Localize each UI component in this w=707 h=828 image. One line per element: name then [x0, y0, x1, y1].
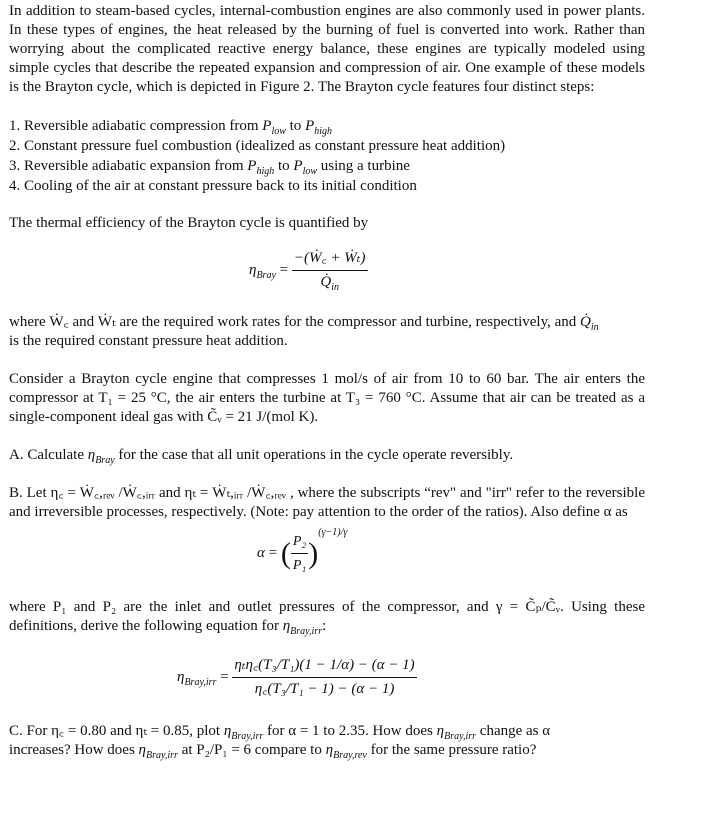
- eq2-numerator: P₂: [291, 532, 308, 554]
- step-2: 2. Constant pressure fuel combustion (idealized as constant pressure heat addition): [9, 138, 506, 154]
- step-3-text: 3. Reversible adiabatic expansion from: [9, 158, 248, 174]
- equation-brayton-efficiency: [9, 241, 645, 299]
- intro-paragraph: In addition to steam-based cycles, internal-combustion engines are also commonly used in power plants. In these types of engines, the heat released by the burning of fuel is converted into work. Rather than worrying about the complicated reactive energy balance, these engines are typically modeled using simple cycles that describe the repeated expansion and compression of air. One example of these models is the Brayton cycle, which is depicted in Figure 2. The Brayton cycle features four distinct steps:: [9, 3, 645, 95]
- where2-eta: η: [282, 618, 291, 634]
- step-3-to: to: [274, 158, 294, 174]
- where2-text: where P₁ and P₂ are the inlet and outlet pressures of the compressor, and γ = C̃ₚ/C̃ᵥ. Using these definitions, derive the following equation for: [9, 599, 645, 634]
- eq1-den-q: Q̇: [320, 274, 332, 290]
- step-4: 4. Cooling of the air at constant pressure back to its initial condition: [9, 178, 417, 194]
- part-a-label: A. Calculate: [9, 447, 88, 463]
- eq1-den-sub: in: [331, 282, 339, 293]
- where1-text: where Ẇ꜀ and Ẇₜ are the required work rates for the compressor and turbine, respectively, and: [9, 314, 581, 330]
- steps-list: [9, 116, 645, 196]
- where2-eta-sub: Bray,irr: [290, 626, 323, 637]
- part-a: [9, 446, 645, 465]
- part-c-eta-sub-4: Bray,rev: [333, 750, 367, 761]
- part-c-text-5: at P₂/P₁ = 6 compare to: [177, 742, 326, 758]
- step-3-tail: using a turbine: [317, 158, 410, 174]
- part-b: [9, 484, 645, 522]
- where1-tail: is the required constant pressure heat addition.: [9, 333, 288, 349]
- p-low-subscript: low: [271, 126, 286, 137]
- where-paragraph-2: [9, 598, 645, 636]
- p-low-subscript-2: low: [302, 166, 318, 177]
- eq1-lhs: η: [249, 261, 257, 278]
- eq2-right-paren: ): [308, 537, 319, 570]
- eq2-fraction: [291, 532, 308, 575]
- part-c-eta: η: [223, 723, 232, 739]
- part-c-eta-4: η: [325, 742, 334, 758]
- eq3-fraction: [232, 656, 416, 699]
- part-c: [9, 722, 645, 760]
- equation-alpha: [9, 526, 645, 588]
- part-a-tail: for the case that all unit operations in the cycle operate reversibly.: [114, 447, 514, 463]
- part-c-text-2: for α = 1 to 2.35. How does: [263, 723, 437, 739]
- eq3-lhs-sub: Bray,irr: [184, 676, 217, 688]
- part-c-text-3: change as α: [476, 723, 551, 739]
- step-1-to: to: [285, 118, 306, 134]
- eq3-equals: =: [216, 668, 233, 685]
- part-c-eta-sub: Bray,irr: [231, 731, 264, 742]
- eq1-equals: =: [275, 261, 292, 278]
- p-high-subscript-2: high: [256, 166, 275, 177]
- part-a-eta-sub: Bray: [95, 455, 115, 466]
- step-1: [9, 116, 645, 136]
- eq2-equals: =: [264, 544, 281, 561]
- eq3-denominator: η꜀(T₃/T₁ − 1) − (α − 1): [254, 681, 395, 697]
- p-high-symbol: P: [305, 118, 315, 134]
- part-c-eta-2: η: [436, 723, 445, 739]
- where-paragraph-1: [9, 313, 645, 351]
- part-c-text-6: for the same pressure ratio?: [366, 742, 537, 758]
- eq2-left-paren: (: [280, 537, 291, 570]
- p-low-symbol-2: P: [293, 158, 303, 174]
- part-c-eta-3: η: [138, 742, 146, 758]
- eq2-denominator: P₁: [292, 558, 307, 573]
- part-c-text-4: increases? How does: [9, 742, 139, 758]
- eq2-lhs: α: [257, 544, 265, 561]
- part-a-eta: η: [87, 447, 96, 463]
- consider-paragraph: Consider a Brayton cycle engine that compresses 1 mol/s of air from 10 to 60 bar. The air enters the compressor at T₁ = 25 °C, the air enters the turbine at T₃ = 760 °C. Assume that air can be treated as a single-component ideal gas with C̃ᵥ = 21 J/(mol K).: [9, 371, 645, 425]
- document-body: [9, 2, 645, 760]
- eq2-exponent: (γ−1)/γ: [318, 526, 348, 538]
- eq1-fraction: [292, 249, 368, 292]
- eq1-lhs-sub: Bray: [256, 269, 276, 281]
- efficiency-intro: The thermal efficiency of the Brayton cycle is quantified by: [9, 215, 369, 231]
- step-1-text: 1. Reversible adiabatic compression from: [9, 118, 263, 134]
- where1-q-sub: in: [590, 322, 599, 333]
- p-high-symbol-2: P: [247, 158, 257, 174]
- step-3: [9, 156, 645, 176]
- p-high-subscript: high: [314, 126, 333, 137]
- eq1-numerator: −(Ẇ꜀ + Ẇₜ): [292, 249, 368, 271]
- equation-brayton-irr: [9, 652, 645, 708]
- eq3-numerator: ηₜη꜀(T₃/T₁)(1 − 1/α) − (α − 1): [232, 656, 416, 678]
- where1-q: Q̇: [580, 314, 591, 330]
- eq3-lhs: η: [177, 668, 185, 685]
- part-c-eta-sub-2: Bray,irr: [444, 731, 477, 742]
- where2-colon: :: [322, 618, 327, 634]
- part-c-eta-sub-3: Bray,irr: [146, 750, 178, 761]
- eq1-denominator: [292, 271, 368, 292]
- part-b-rest: the reversible and irreversible processes, respectively. (Note: pay attention to the order of the ratios). Also define α as: [9, 485, 645, 520]
- part-b-line1: B. Let η꜀ = Ẇ꜀,ᵣₑᵥ /Ẇ꜀,ᵢᵣᵣ and ηₜ = Ẇₜ,ᵢᵣᵣ /Ẇ꜀,ᵣₑᵥ , where the subscripts “rev" and "irr" refer to: [9, 485, 560, 501]
- p-low-symbol: P: [262, 118, 272, 134]
- part-c-text-1: C. For η꜀ = 0.80 and ηₜ = 0.85, plot: [9, 723, 224, 739]
